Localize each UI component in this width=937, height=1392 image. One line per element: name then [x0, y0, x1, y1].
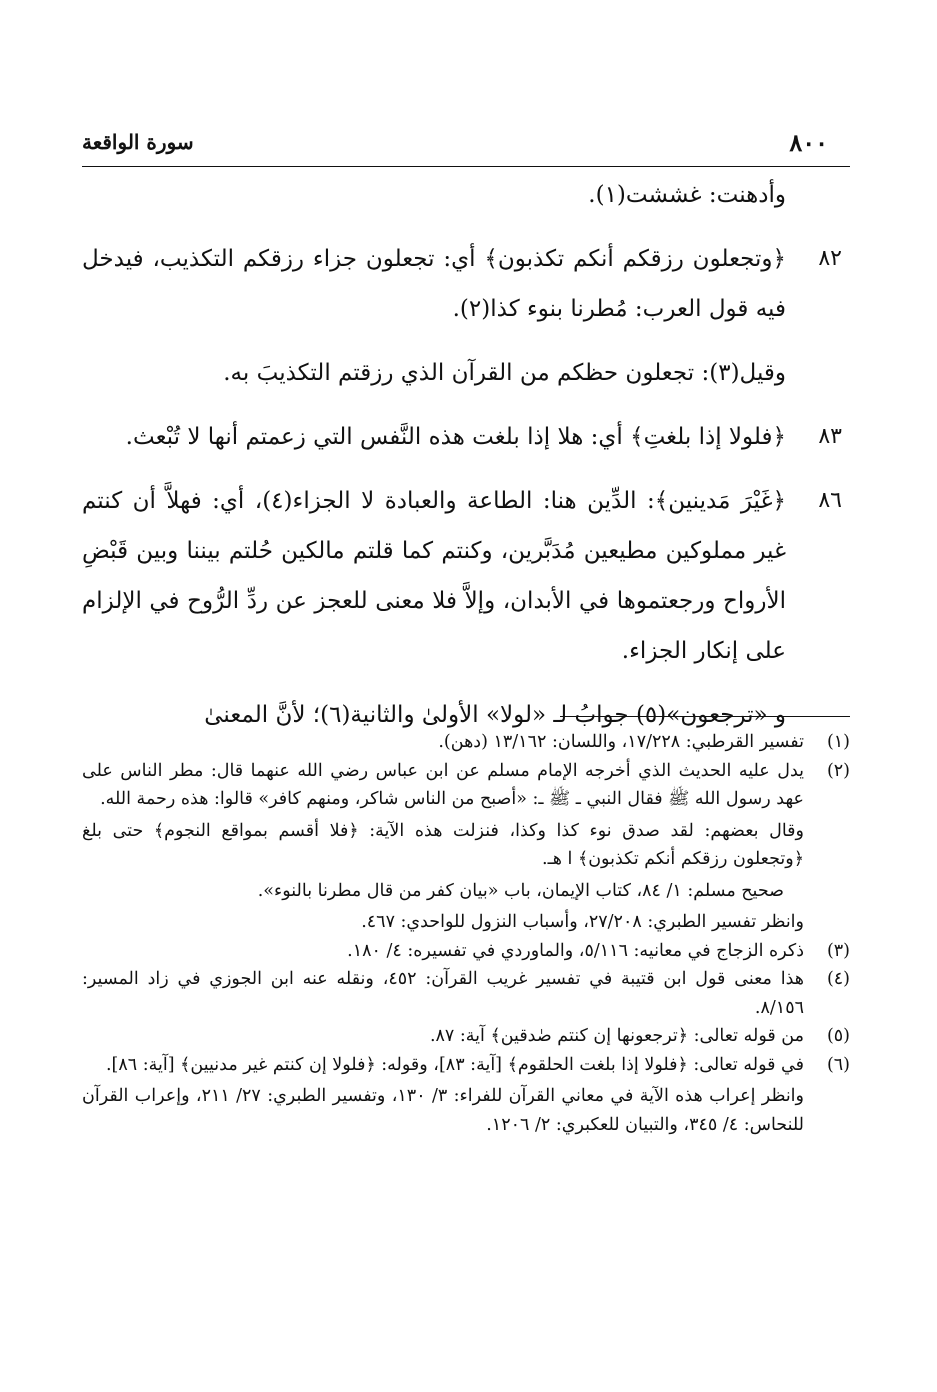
header-divider [82, 166, 850, 167]
footnote-number: (١) [826, 732, 850, 752]
paragraph-text: وأدهنت: غششت(١). [588, 182, 786, 208]
footnote [82, 1051, 850, 1080]
footnote-text: من قوله تعالى: ﴿ترجعونها إن كنتم صٰدقين﴾ آية: ٨٧. [429, 1026, 804, 1046]
paragraph-text: ﴿غَيْرَ مَدينين﴾: الدِّين هنا: الطاعة والعبادة لا الجزاء(٤)، أي: فهلاَّ أن كنتم غير مملوكين مطيعين مُدَبَّرين، وكنتم كما قلتم مالكين حُلتم بيننا وبين قَبْضِ الأرواح ورجعتموها في الأبدان، وإلاَّ فلا معنى للعجز عن ردِّ الرُّوح في الإلزام على إنكار الجزاء. [82, 488, 786, 664]
footnote-text: وقال بعضهم: لقد صدق نوء كذا وكذا، فنزلت هذه الآية: ﴿فلا أقسم بمواقع النجوم﴾ حتى بلغ ﴿وتجعلون رزقكم أنكم تكذبون﴾ ا هـ. [82, 820, 804, 869]
paragraph [82, 234, 850, 334]
footnote [82, 757, 850, 814]
page-header [82, 128, 850, 162]
footnote-continuation [82, 1082, 850, 1139]
footnote-text: في قوله تعالى: ﴿فلولا إذا بلغت الحلقوم﴾ [آية: ٨٣]، وقوله: ﴿فلولا إن كنتم غير مدنيين﴾ [آية: ٨٦]. [105, 1054, 804, 1075]
footnote-text: هذا معنى قول ابن قتيبة في تفسير غريب القرآن: ٤٥٢، ونقله عنه ابن الجوزي في زاد المسير: ٨/١٥٦. [82, 969, 805, 1018]
footnote [82, 728, 850, 757]
footnote [82, 1022, 850, 1051]
footnote-continuation [82, 817, 850, 874]
footnote-text: ذكره الزجاج في معانيه: ٥/١١٦، والماوردي في تفسيره: ٤/ ١٨٠. [347, 940, 804, 961]
footnote-text: وانظر تفسير الطبري: ٢٧/٢٠٨، وأسباب النزول للواحدي: ٤٦٧. [361, 912, 804, 932]
footnote-continuation [82, 908, 850, 937]
footnote-number: (٢) [826, 760, 850, 781]
footnote-text: صحيح مسلم: ١/ ٨٤، كتاب الإيمان، باب «بيان كفر من قال مطرنا بالنوء». [257, 880, 784, 901]
paragraph-text: وقيل(٣): تجعلون حظكم من القرآن الذي رزقتم التكذيبَ به. [223, 360, 786, 386]
footnote-number: (٥) [826, 1026, 850, 1046]
footnote-number: (٣) [826, 940, 850, 961]
footnote-number: (٦) [826, 1054, 850, 1075]
paragraph [82, 348, 850, 398]
verse-number: ٨٢ [818, 246, 842, 271]
paragraph-text: و «ترجعون»(٥) جوابُ لـ «لولا» الأولىٰ والثانية(٦)؛ لأنَّ المعنىٰ [204, 702, 786, 728]
main-text [82, 170, 850, 740]
page-number: ٨٠٠ [789, 128, 828, 157]
footnote-text: يدل عليه الحديث الذي أخرجه الإمام مسلم عن ابن عباس رضي الله عنهما قال: مطر الناس على عهد رسول الله ﷺ فقال النبي ـ ﷺ ـ: «أصبح من الناس شاكر، ومنهم كافر» قالوا: هذه رحمة الله. [82, 760, 804, 809]
surah-title: سورة الواقعة [82, 130, 194, 154]
paragraph [82, 170, 850, 220]
footnote [82, 965, 850, 1022]
paragraph [82, 412, 850, 462]
footnote-text: تفسير القرطبي: ١٧/٢٢٨، واللسان: ١٣/١٦٢ (دهن). [438, 732, 804, 752]
verse-number: ٨٦ [818, 488, 842, 513]
footnotes [82, 728, 850, 1139]
footnote-continuation [82, 877, 850, 906]
footnote-text: وانظر إعراب هذه الآية في معاني القرآن للفراء: ٣/ ١٣٠، وتفسير الطبري: ٢٧/ ٢١١، وإعراب القرآن للنحاس: ٤/ ٣٤٥، والتبيان للعكبري: ٢/ ١٢٠٦. [82, 1086, 804, 1135]
paragraph-text: ﴿وتجعلون رزقكم أنكم تكذبون﴾ أي: تجعلون جزاء رزقكم التكذيب، فيدخل فيه قول العرب: مُطرنا بنوء كذا(٢). [82, 246, 786, 322]
footnote-number: (٤) [826, 969, 850, 989]
paragraph-text: ﴿فلولا إذا بلغتِ﴾ أي: هلا إذا بلغت هذه النَّفس التي زعمتم أنها لا تُبْعث. [125, 424, 786, 450]
paragraph [82, 476, 850, 676]
verse-number: ٨٣ [818, 424, 842, 449]
footnote [82, 937, 850, 966]
footnote-divider [560, 716, 850, 717]
